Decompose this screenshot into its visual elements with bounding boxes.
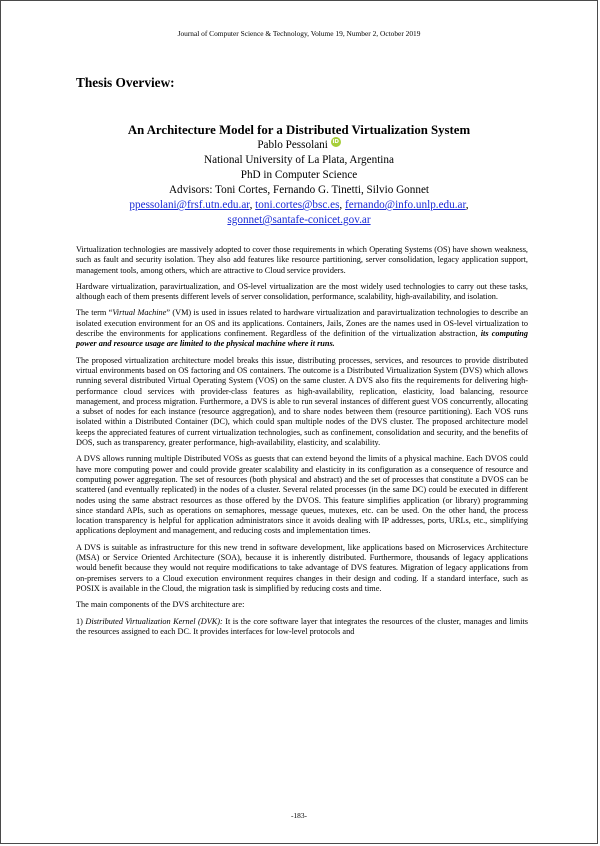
list-number: 1) <box>76 616 86 626</box>
body-text <box>76 245 528 643</box>
emails-line <box>61 198 537 213</box>
paragraph: A DVS is suitable as infrastructure for this new trend in software development, like applications based on Microservices Architecture (MSA) or Service Oriented Architecture (SOA), because it is inherently distributed. Furthermore, thousands of legacy applications would benefit because they would not require modifications to take advantage of DVS features. Migration of legacy applications from on-premises servers to a Cloud execution environment requires changes in their design and coding. If a standard interface, such as POSIX is available in the Cloud, the migration task is simplified by reducing costs and time. <box>76 542 528 593</box>
text-run: It is the core software layer that integrates the resources of the cluster, manages and limits the resources assigned to each DC. It provides interfaces for low-level protocols and <box>76 616 529 636</box>
paragraph: Hardware virtualization, paravirtualization, and OS-level virtualization are the most widely used technologies to carry out these tasks, although each of them presents different levels of server consolidation, performance, scalability, high-availability, and isolation. <box>76 281 528 302</box>
paragraph <box>76 617 528 638</box>
advisors: Advisors: Toni Cortes, Fernando G. Tinetti, Silvio Gonnet <box>168 184 430 196</box>
author-name: Pablo Pessolani <box>257 139 328 151</box>
email-link[interactable]: toni.cortes@bsc.es <box>255 199 340 211</box>
paragraph: The main components of the DVS architecture are: <box>76 600 245 610</box>
text-run: The term “ <box>76 308 113 318</box>
paper-title: An Architecture Model for a Distributed Virtualization System <box>127 123 471 137</box>
orcid-icon[interactable]: iD <box>332 139 339 146</box>
strong-emphasis: its computing power and resource usage are limited to the physical machine where it runs. <box>76 329 528 349</box>
section-title: Thesis Overview: <box>76 75 175 90</box>
degree: PhD in Computer Science <box>240 169 358 181</box>
emphasis: Distributed Virtualization Kernel (DVK): <box>85 616 223 626</box>
paragraph: The proposed virtualization architecture model breaks this issue, distributing processes, services, and resources to provide distributed virtual environments based on OS factoring and OS containers. The outcome is a Distributed Virtualization System (DVS) which allows running several distributed Virtual Operating System (VOS) on the same cluster. A DVS also fits the requirements for delivering high-performance cloud services with provider-class features as high-availability, replication, elasticity, load balancing, resource management, and process migration. Furthermore, a DVS is able to run several instances of different guest VOS concurrently, allocating a subset of nodes for each instance (resource aggregation), and to share nodes between them (resource partitioning). Each VOS runs isolated within a Distributed Container (DC), which could span multiple nodes of the DVS cluster. The proposed architecture model keeps the appreciated features of current virtualization technologies, such as confinement, consolidation and security, and the benefits of DOS, such as transparency, greater performance, high-availability, elasticity, and scalability. <box>76 355 528 448</box>
email-link[interactable]: sgonnet@santafe-conicet.gov.ar <box>227 214 371 226</box>
email-separator: , <box>249 199 256 211</box>
affiliation: National University of La Plata, Argentina <box>204 154 394 166</box>
email-separator: , <box>339 199 346 211</box>
emails-line-2 <box>61 213 537 228</box>
title-block <box>61 122 537 228</box>
paragraph <box>76 308 528 349</box>
emphasis: Virtual Machine <box>112 308 167 318</box>
paragraph: A DVS allows running multiple Distributed VOSs as guests that can extend beyond the limits of a physical machine. Each DVOS could have more computing power and could provide greater scalability and elasticity in its configuration as a consequence of resource and computing power aggregation. The set of resources (both physical and abstract) and the set of processes that constitute a DVOS can be scattered (and eventually replicated) in the nodes of a cluster. Several related processes (in the same DC) could be executed in different nodes using the same abstract resources as those offered by the DVOS. This feature simplifies application (or library) programming since standard APIs, such as operations on semaphores, message queues, mutexes, etc. can be used. On the other hand, the process location transparency is helpful for application administrators since it avoids dealing with IP addresses, ports, URLs, etc., simplifying applications deployment and management, and reducing costs and implementation times. <box>76 454 528 536</box>
email-separator: , <box>465 199 469 211</box>
email-link[interactable]: ppessolani@frsf.utn.edu.ar <box>129 199 250 211</box>
paragraph: Virtualization technologies are massively adopted to cover those requirements in which Operating Systems (OS) have shown weakness, such as fault and security isolation. They also add features like resource partitioning, server consolidation, legacy application support, management tools, among others, which are attractive to Cloud service providers. <box>76 245 528 275</box>
author-line <box>61 138 537 153</box>
page-number: -183- <box>290 811 307 820</box>
running-head: Journal of Computer Science & Technology, Volume 19, Number 2, October 2019 <box>177 29 421 38</box>
email-link[interactable]: fernando@info.unlp.edu.ar <box>345 199 466 211</box>
text-run: ” (VM) is used in issues related to hardware virtualization and paravirtualization technologies to describe an isolated execution environment for an OS and its applications. Containers, Jails, Zones are the names used in OS-level virtualization to describe the environments for applications confinement. Regardless of the definition of the virtualization abstraction, <box>76 308 528 339</box>
